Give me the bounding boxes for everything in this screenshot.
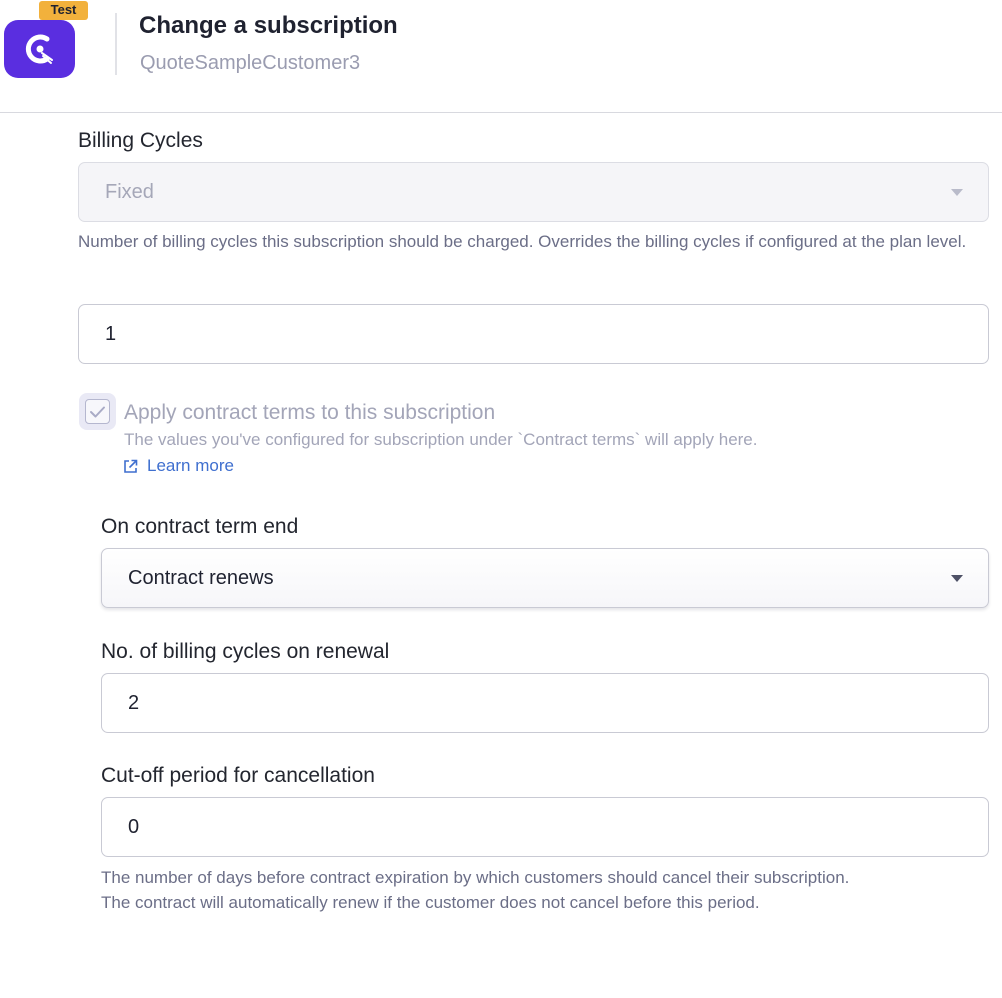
- page-header: [0, 0, 1002, 113]
- learn-more-link[interactable]: [123, 456, 234, 476]
- renewal-cycles-value: 2: [128, 691, 140, 714]
- on-contract-term-end-selected-value: Contract renews: [128, 566, 274, 589]
- apply-contract-terms-help: The values you've configured for subscription under `Contract terms` will apply here.: [124, 430, 758, 449]
- billing-cycles-help: Number of billing cycles this subscription should be charged. Overrides the billing cycles if configured at the plan level.: [78, 232, 967, 251]
- cutoff-help-line-1: The number of days before contract expiration by which customers should cancel their subscription.: [101, 868, 850, 887]
- cutoff-period-label: Cut-off period for cancellation: [101, 764, 375, 787]
- learn-more-label: Learn more: [147, 456, 234, 475]
- cutoff-period-value: 0: [128, 815, 140, 838]
- billing-cycles-count-value: 1: [105, 322, 117, 345]
- billing-cycles-select[interactable]: [78, 162, 989, 222]
- apply-contract-terms-label: Apply contract terms to this subscription: [124, 401, 496, 424]
- header-divider: [115, 13, 117, 75]
- on-contract-term-end-select[interactable]: [101, 548, 989, 608]
- customer-name: QuoteSampleCustomer3: [140, 52, 361, 74]
- cutoff-period-input[interactable]: [101, 797, 989, 857]
- on-contract-term-end-label: On contract term end: [101, 515, 299, 538]
- renewal-cycles-input[interactable]: [101, 673, 989, 733]
- checkmark-icon: [89, 405, 106, 419]
- billing-cycles-label: Billing Cycles: [78, 129, 203, 152]
- renewal-cycles-label: No. of billing cycles on renewal: [101, 640, 390, 663]
- billing-cycles-selected-value: Fixed: [105, 180, 154, 203]
- chevron-down-icon: [951, 575, 963, 582]
- checkbox-box: [85, 399, 110, 424]
- chargebee-logo-icon: [20, 29, 60, 69]
- page-title: Change a subscription: [139, 12, 398, 39]
- test-mode-badge: Test: [39, 1, 88, 20]
- cutoff-period-help: [101, 865, 996, 915]
- external-link-icon: [123, 459, 138, 474]
- app-logo-icon[interactable]: [4, 20, 75, 78]
- chevron-down-icon: [951, 189, 963, 196]
- billing-cycles-count-input[interactable]: [78, 304, 989, 364]
- cutoff-help-line-2: The contract will automatically renew if the customer does not cancel before this period.: [101, 893, 760, 912]
- apply-contract-terms-checkbox[interactable]: [79, 393, 116, 430]
